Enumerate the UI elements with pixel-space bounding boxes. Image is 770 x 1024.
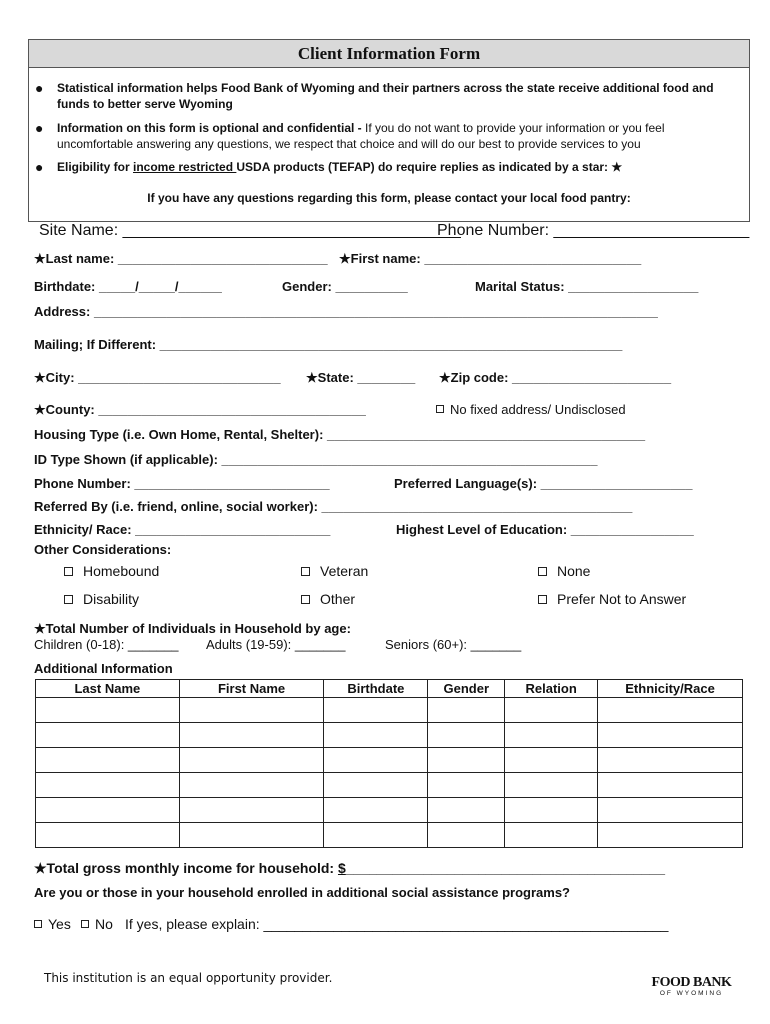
other-checkbox[interactable]: Other	[301, 591, 355, 607]
address-field[interactable]: Address: ______________________________________________________________________________	[34, 304, 658, 319]
table-cell[interactable]	[428, 723, 505, 748]
table-cell[interactable]	[505, 773, 598, 798]
education-field[interactable]: Highest Level of Education: _________________	[396, 522, 694, 537]
yes-checkbox[interactable]: Yes	[34, 916, 71, 932]
logo-wordmark: FOOD BANK	[651, 975, 732, 990]
bullet-dot-icon: ●	[35, 120, 44, 136]
checkbox-icon	[64, 567, 73, 576]
household-table	[35, 679, 743, 848]
equal-opportunity-note: This institution is an equal opportunity provider.	[44, 971, 333, 985]
homebound-checkbox[interactable]: Homebound	[64, 563, 159, 579]
food-bank-logo	[644, 975, 739, 997]
checkbox-icon	[64, 595, 73, 604]
table-cell[interactable]	[179, 823, 324, 848]
checkbox-icon	[301, 567, 310, 576]
prefer-not-checkbox[interactable]: Prefer Not to Answer	[538, 591, 686, 607]
table-cell[interactable]	[179, 798, 324, 823]
seniors-field[interactable]: Seniors (60+): _______	[385, 637, 522, 652]
table-cell[interactable]	[428, 748, 505, 773]
checkbox-icon	[538, 595, 547, 604]
table-cell[interactable]	[179, 723, 324, 748]
city-field[interactable]: ★City: ____________________________	[34, 370, 281, 385]
ethnicity-field[interactable]: Ethnicity/ Race: ___________________________	[34, 522, 331, 537]
phone-field[interactable]: Phone Number: ___________________________	[34, 476, 330, 491]
col-gender: Gender	[428, 680, 505, 698]
table-cell[interactable]	[428, 773, 505, 798]
checkbox-icon	[436, 405, 444, 413]
table-cell[interactable]	[505, 748, 598, 773]
zip-field[interactable]: ★Zip code: ______________________	[439, 370, 672, 385]
table-cell[interactable]	[505, 823, 598, 848]
table-cell[interactable]	[324, 748, 428, 773]
table-cell[interactable]	[36, 773, 180, 798]
col-first-name: First Name	[179, 680, 324, 698]
bullet-dot-icon: ●	[35, 80, 44, 96]
table-cell[interactable]	[598, 698, 743, 723]
table-row	[36, 798, 743, 823]
table-cell[interactable]	[324, 798, 428, 823]
none-checkbox[interactable]: None	[538, 563, 590, 579]
checkbox-icon	[81, 920, 89, 928]
checkbox-icon	[301, 595, 310, 604]
table-row	[36, 748, 743, 773]
table-cell[interactable]	[505, 698, 598, 723]
state-field[interactable]: ★State: ________	[306, 370, 416, 385]
language-field[interactable]: Preferred Language(s): _____________________	[394, 476, 693, 491]
household-total-label: ★Total Number of Individuals in Household by age:	[34, 621, 351, 636]
questions-note: If you have any questions regarding this form, please contact your local food pantry:	[147, 191, 631, 205]
table-cell[interactable]	[179, 698, 324, 723]
children-field[interactable]: Children (0-18): _______	[34, 637, 179, 652]
info-header-box	[28, 39, 750, 222]
other-considerations-label: Other Considerations:	[34, 542, 172, 557]
housing-field[interactable]: Housing Type (i.e. Own Home, Rental, Shelter): ____________________________________________	[34, 427, 646, 442]
table-cell[interactable]	[324, 773, 428, 798]
table-cell[interactable]	[36, 748, 180, 773]
col-birthdate: Birthdate	[324, 680, 428, 698]
table-cell[interactable]	[428, 798, 505, 823]
bullet-dot-icon: ●	[35, 159, 44, 175]
site-phone-field[interactable]: Phone Number: ______________________	[437, 222, 750, 239]
birthdate-field[interactable]: Birthdate: _____/_____/______	[34, 279, 222, 294]
checkbox-icon	[34, 920, 42, 928]
disability-checkbox[interactable]: Disability	[64, 591, 139, 607]
bullet-eligibility: ● Eligibility for income restricted USDA products (TEFAP) do require replies as indicated by a star: ★	[35, 159, 623, 175]
first-name-field[interactable]: ★First name: ______________________________	[339, 251, 642, 266]
no-checkbox[interactable]: No	[81, 916, 113, 932]
table-cell[interactable]	[598, 748, 743, 773]
site-name-field[interactable]: Site Name: ______________________________________	[39, 222, 461, 239]
form-title: Client Information Form	[29, 40, 749, 68]
table-row	[36, 823, 743, 848]
income-field[interactable]: ★Total gross monthly income for household: $_________________________________________	[34, 860, 665, 876]
table-cell[interactable]	[179, 748, 324, 773]
table-cell[interactable]	[324, 823, 428, 848]
table-cell[interactable]	[598, 798, 743, 823]
table-row	[36, 723, 743, 748]
assistance-question: Are you or those in your household enrolled in additional social assistance programs?	[34, 885, 570, 900]
adults-field[interactable]: Adults (19-59): _______	[206, 637, 346, 652]
table-cell[interactable]	[36, 698, 180, 723]
marital-status-field[interactable]: Marital Status: __________________	[475, 279, 699, 294]
table-cell[interactable]	[598, 723, 743, 748]
table-cell[interactable]	[598, 773, 743, 798]
table-cell[interactable]	[324, 723, 428, 748]
gender-field[interactable]: Gender: __________	[282, 279, 408, 294]
id-type-field[interactable]: ID Type Shown (if applicable): ____________________________________________________	[34, 452, 598, 467]
table-cell[interactable]	[428, 698, 505, 723]
table-header-row	[36, 680, 743, 698]
table-cell[interactable]	[505, 723, 598, 748]
bullet-confidential: ● Information on this form is optional and confidential - If you do not want to provide your information or you feel uncomfortable answering any questions, we respect that choice and will do our best to provide services to you	[35, 120, 665, 151]
table-cell[interactable]	[324, 698, 428, 723]
explain-field[interactable]: If yes, please explain: ____________________________________________________	[125, 916, 669, 932]
col-relation: Relation	[505, 680, 598, 698]
table-cell[interactable]	[505, 798, 598, 823]
table-cell[interactable]	[36, 823, 180, 848]
col-last-name: Last Name	[36, 680, 180, 698]
checkbox-icon	[538, 567, 547, 576]
table-cell[interactable]	[598, 823, 743, 848]
table-cell[interactable]	[179, 773, 324, 798]
table-cell[interactable]	[36, 723, 180, 748]
bullet-statistical: ● Statistical information helps Food Bank of Wyoming and their partners across the state receive additional food and funds to better serve Wyoming	[35, 80, 714, 111]
last-name-field[interactable]: ★Last name: _____________________________	[34, 251, 328, 266]
table-cell[interactable]	[428, 823, 505, 848]
additional-info-label: Additional Information	[34, 661, 173, 676]
table-row	[36, 698, 743, 723]
mailing-field[interactable]: Mailing; If Different: ________________________________________________________________	[34, 337, 623, 352]
veteran-checkbox[interactable]: Veteran	[301, 563, 368, 579]
county-field[interactable]: ★County: _____________________________________	[34, 402, 366, 417]
table-cell[interactable]	[36, 798, 180, 823]
col-ethnicity: Ethnicity/Race	[598, 680, 743, 698]
table-row	[36, 773, 743, 798]
no-fixed-address-checkbox[interactable]: No fixed address/ Undisclosed	[436, 402, 626, 417]
referred-field[interactable]: Referred By (i.e. friend, online, social worker): ___________________________________________	[34, 499, 633, 514]
logo-subtitle: OF WYOMING	[659, 990, 724, 997]
